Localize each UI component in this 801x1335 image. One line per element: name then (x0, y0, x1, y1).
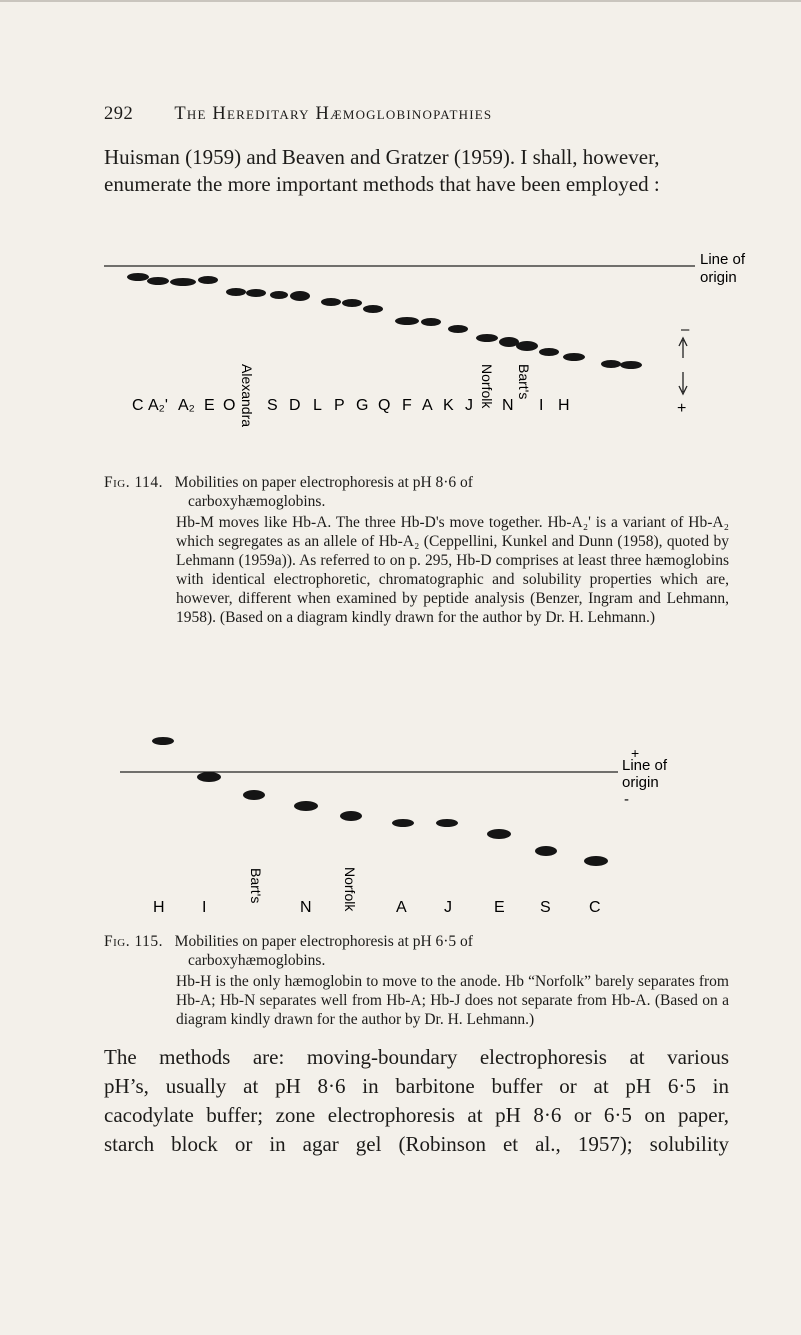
label-A2: A₂ (178, 397, 195, 414)
label-I: I (539, 397, 544, 414)
page-number: 292 (104, 104, 134, 124)
spot-Alexandra (246, 289, 266, 297)
spot-P (342, 299, 362, 307)
spot-S (535, 846, 557, 856)
plus-sign: + (677, 400, 687, 417)
fig115-labels (153, 867, 601, 916)
spot-F (421, 318, 441, 326)
intro-line: Huisman (1959) and Beaven and Gratzer (1959). I shall, however, (104, 145, 660, 169)
label-Barts: Bart's (248, 868, 264, 904)
running-header (104, 104, 492, 125)
methods-paragraph (104, 1043, 729, 1159)
origin-label: origin (622, 774, 659, 791)
spot-A (448, 325, 468, 333)
label-N: N (502, 397, 514, 414)
label-C: C (589, 899, 601, 916)
fig114-caption (104, 473, 729, 627)
fig115-caption-title-1: Mobilities on paper electrophoresis at pH 6·5 of (174, 933, 473, 950)
fig114-caption-body: Hb-M moves like Hb-A. The three Hb-D's move together. Hb-A₂' is a variant of Hb-A₂ which segregates as an allele of Hb-A₂ (Ceppellini, Kunkel and Dunn (1958), quoted by Lehmann (1959a)). As referred to on p. 295, Hb-D comprises at least three hæmoglobins with identical electrophoretic, chromatographic and solubility properties which are, however, different when examined by peptide analysis (Benzer, Ingram and Lehmann, 1958). (Based on a diagram kindly drawn for the author by Dr. H. Lehmann.) (176, 514, 729, 626)
fig115-caption-title-2: carboxyhæmoglobins. (188, 952, 326, 969)
label-E: E (494, 899, 505, 916)
label-S: S (540, 899, 551, 916)
fig114-caption-label: Fig. 114. (104, 474, 164, 491)
methods-line: starch block or in agar gel (Robinson et al., 1957); solubility (104, 1132, 729, 1156)
plus-sign: + (631, 745, 640, 761)
spot-E (198, 276, 218, 284)
label-J: J (465, 397, 473, 414)
label-A2prime: A₂' (148, 397, 168, 414)
label-A: A (422, 397, 433, 414)
spot-A2 (170, 278, 196, 286)
spot-J (499, 337, 519, 347)
label-Alexandra: Alexandra (239, 364, 255, 428)
label-P: P (334, 397, 345, 414)
label-F: F (402, 397, 412, 414)
label-Norfolk: Norfolk (479, 364, 495, 409)
line-of-origin-label: Line of (622, 757, 668, 774)
spot-Barts (563, 353, 585, 361)
intro-line: enumerate the more important methods that have been employed : (104, 172, 660, 196)
label-G: G (356, 397, 369, 414)
spot-C (127, 273, 149, 281)
label-O: O (223, 397, 236, 414)
methods-line: cacodylate buffer; zone electrophoresis at pH 8·6 or 6·5 on paper, (104, 1103, 729, 1127)
spot-I (197, 772, 221, 782)
label-H: H (153, 899, 165, 916)
label-J: J (444, 899, 452, 916)
spot-H (152, 737, 174, 745)
methods-line: The methods are: moving-boundary electrophoresis at various (104, 1045, 729, 1069)
spot-K (476, 334, 498, 342)
spot-O (226, 288, 246, 296)
spot-N (294, 801, 318, 811)
label-H: H (558, 397, 570, 414)
spot-S (270, 291, 288, 299)
label-Norfolk: Norfolk (342, 867, 358, 912)
fig115-caption-label: Fig. 115. (104, 933, 164, 950)
spot-Q (395, 317, 419, 325)
spot-N (539, 348, 559, 356)
direction-arrows (679, 338, 687, 394)
fig115-caption-body: Hb-H is the only hæmoglobin to move to the anode. Hb “Norfolk” barely separates from Hb-A; Hb-N separates well from Hb-A; Hb-J does not separate from Hb-A. (Based on a diagram kindly drawn for the author by Dr. H. Lehmann.) (176, 973, 729, 1028)
methods-line: pH’s, usually at pH 8·6 in barbitone buffer or at pH 6·5 in (104, 1074, 729, 1098)
label-A: A (396, 899, 407, 916)
spot-A2prime (147, 277, 169, 285)
label-E: E (204, 397, 215, 414)
running-title: The Hereditary Hæmoglobinopathies (174, 104, 493, 124)
spot-C (584, 856, 608, 866)
label-I: I (202, 899, 207, 916)
spot-G (363, 305, 383, 313)
minus-sign: - (624, 791, 629, 808)
label-K: K (443, 397, 454, 414)
spot-E (487, 829, 511, 839)
fig115-spots (152, 737, 608, 866)
spot-H (620, 361, 642, 369)
spot-Norfolk (340, 811, 362, 821)
label-S: S (267, 397, 278, 414)
top-rule (0, 0, 801, 2)
label-Q: Q (378, 397, 391, 414)
spot-A (392, 819, 414, 827)
intro-paragraph (104, 144, 729, 198)
spot-Norfolk (516, 341, 538, 351)
label-Barts: Bart's (516, 364, 532, 400)
fig114-labels (132, 364, 570, 427)
spot-Barts (243, 790, 265, 800)
minus-sign: – (681, 321, 690, 338)
fig115-caption (104, 932, 729, 1029)
label-L: L (313, 397, 322, 414)
spot-I (601, 360, 621, 368)
fig114-spots (127, 273, 642, 369)
label-C: C (132, 397, 144, 414)
label-D: D (289, 397, 301, 414)
origin-label: origin (700, 269, 737, 286)
spot-J (436, 819, 458, 827)
spot-D (290, 291, 310, 301)
spot-L (321, 298, 341, 306)
fig114-caption-title-1: Mobilities on paper electrophoresis at pH 8·6 of (174, 474, 473, 491)
fig114-caption-title-2: carboxyhæmoglobins. (188, 493, 326, 510)
label-N: N (300, 899, 312, 916)
line-of-origin-label: Line of (700, 251, 746, 268)
